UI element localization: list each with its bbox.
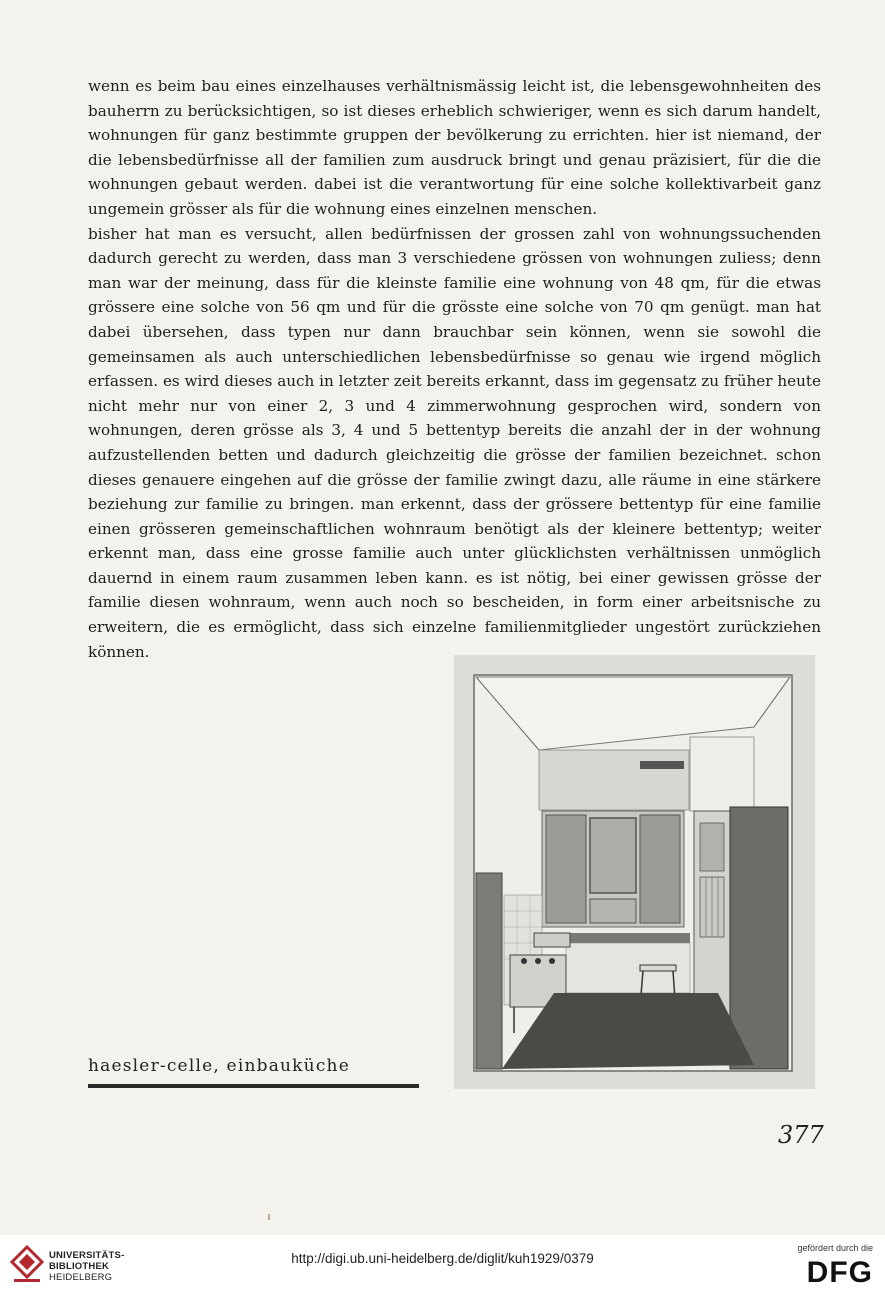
kitchen-photograph <box>454 655 815 1089</box>
permalink-url[interactable]: http://digi.ub.uni-heidelberg.de/diglit/kuh1929/0379 <box>291 1251 594 1266</box>
body-text <box>88 74 821 664</box>
page-number: 377 <box>778 1121 824 1149</box>
paragraph-1: wenn es beim bau eines einzelhauses verhältnismässig leicht ist, die lebensgewohnheiten des bauherrn zu berücksichtigen, so ist dieses erheblich schwieriger, wenn es sich darum handelt, wohnungen für ganz bestimmte gruppen der bevölkerung zu errichten. hier ist niemand, der die lebensbedürfnisse all der familien zum ausdruck bringt und genau präzisiert, für die die wohnungen gebaut werden. dabei ist die verantwortung für eine solche kollektivarbeit ganz ungemein grösser als für die wohnung eines einzelnen menschen. <box>88 77 821 218</box>
library-name-line-3: HEIDELBERG <box>49 1272 113 1283</box>
paragraph-2: bisher hat man es versucht, allen bedürfnissen der grossen zahl von wohnungssuchenden dadurch gerecht zu werden, dass man 3 verschiedene grössen von wohnungen zuliess; denn man war der meinung, dass für die kleinste familie eine wohnung von 48 qm, für die etwas grössere eine solche von 56 qm und für die grösste eine solche von 70 qm genügt. man hat dabei übersehen, dass typen nur dann brauchbar sein können, wenn sie sowohl die gemeinsamen als auch unterschiedlichen lebensbedürfnisse so genau wie irgend möglich erfassen. es wird dieses auch in letzter zeit bereits erkannt, dass im gegensatz zu früher heute nicht mehr nur von einer 2, 3 und 4 zimmerwohnung gesprochen wird, sondern von wohnungen, deren grösse als 3, 4 und 5 bettentyp bereits die anzahl der in der wohnung aufzustellenden betten und dadurch gleichzeitig die grösse der familien bezeichnet. schon dieses genauere eingehen auf die grösse der familie zwingt dazu, alle räume in eine stärkere beziehung zur familie zu bringen. man erkennt, dass der grössere bettentyp für eine familie einen grösseren gemeinschaftlichen wohnraum benötigt als der kleinere bettentyp; weiter erkennt man, dass eine grosse familie auch unter glücklichsten verhältnissen unmöglich dauernd in einem raum zusammen leben kann. es ist nötig, bei einer gewissen grösse der familie diesen wohnraum, wenn auch noch so bescheiden, in form einer arbeitsnische zu erweitern, die es ermöglicht, dass sich einzelne familienmitglieder ungestört zurückziehen können. <box>88 224 821 661</box>
library-name-line-1: UNIVERSITÄTS- <box>49 1250 125 1261</box>
caption-underline <box>88 1084 419 1088</box>
dfg-logo[interactable]: DFG <box>806 1256 873 1289</box>
figure-caption: haesler-celle, einbauküche <box>88 1056 350 1076</box>
scan-artifact <box>268 1214 270 1220</box>
digital-library-footer <box>0 1235 885 1298</box>
library-name-line-2: BIBLIOTHEK <box>49 1261 110 1272</box>
funding-note: gefördert durch die <box>797 1243 873 1253</box>
